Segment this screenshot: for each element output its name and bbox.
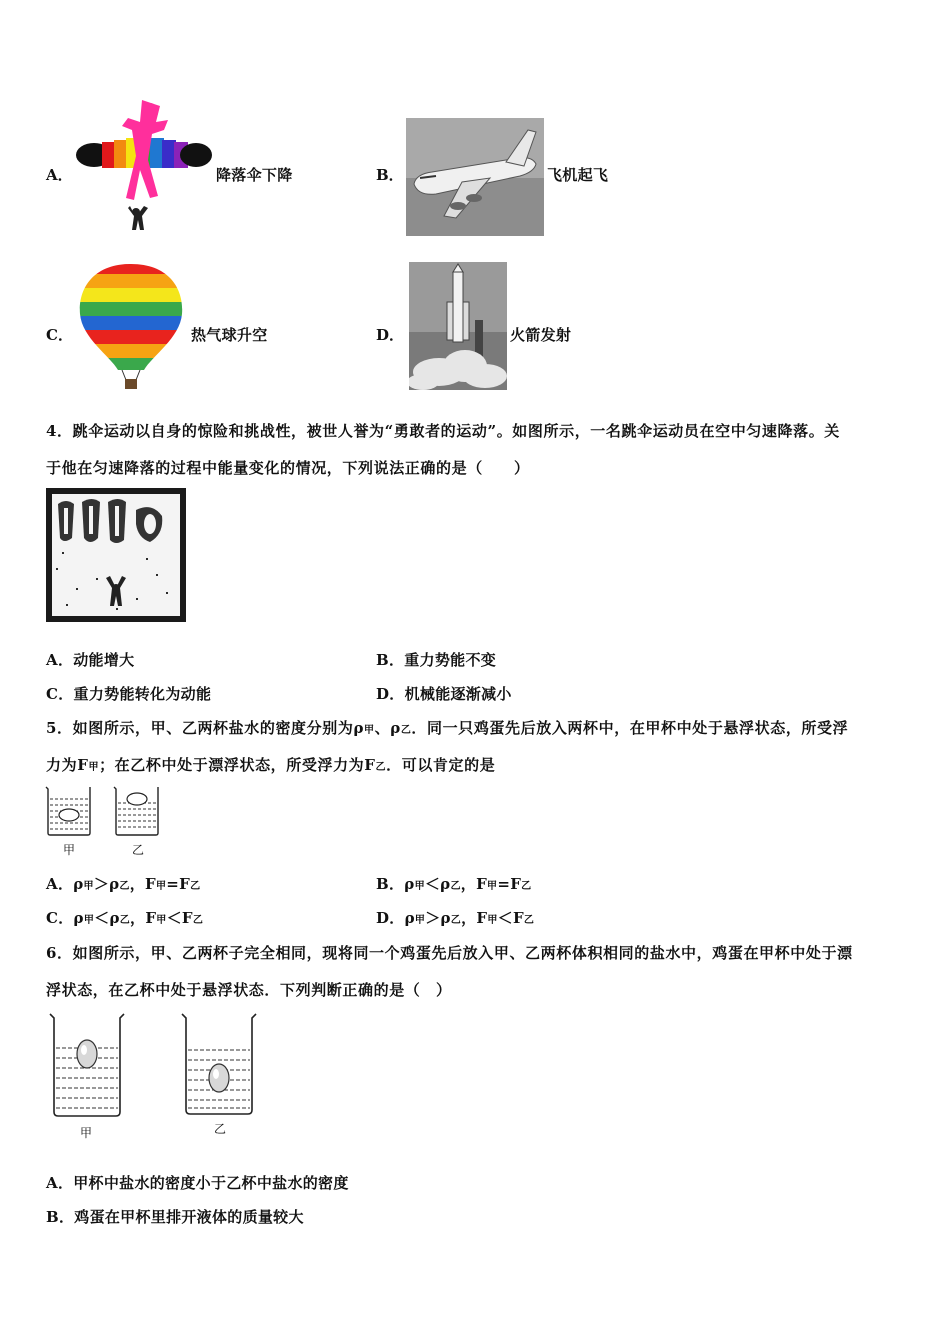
q5-b-op1: ＜ρ [424, 875, 451, 893]
option-c-letter: C． [46, 326, 73, 344]
q5-b-op2: =F [497, 875, 522, 893]
parachute-image [72, 100, 212, 236]
skydiver-figure [128, 206, 148, 230]
q5-text-line2 [46, 754, 495, 775]
q5-caption-yi: 乙 [132, 843, 145, 857]
option-c-caption: 热气球升空 [191, 326, 268, 344]
q5-line2-b: ；在乙杯中处于漂浮状态，所受浮力为F [99, 756, 376, 774]
q6-caption-yi: 乙 [214, 1122, 227, 1136]
q5-d-op1: ＞ρ [425, 909, 451, 927]
q6-caption-jia: 甲 [80, 1126, 93, 1140]
q4-option-c[interactable]: C．重力势能转化为动能 [46, 685, 212, 703]
q4-text-line1: 4．跳伞运动以自身的惊险和挑战性，被世人誉为“勇敢者的运动”。如图所示，一名跳伞运动员在空中匀速降落。关 [46, 422, 840, 440]
option-d-caption: 火箭发射 [510, 326, 572, 344]
q5-c-s3: 甲 [156, 915, 167, 926]
option-b-letter: B． [376, 166, 404, 184]
q5-c-op1: ＜ρ [94, 909, 120, 927]
q5-d-letter: D． [376, 909, 405, 927]
q5-c-op2: ＜F [166, 909, 193, 927]
q5-a-mid: ，F [129, 875, 156, 893]
q5-a-s4: 乙 [190, 881, 201, 892]
balloon-basket [125, 379, 137, 389]
option-d-letter: D． [376, 326, 405, 344]
q5-a-s2: 乙 [119, 881, 130, 892]
q5-d-mid: ，F [461, 909, 488, 927]
q6-text-line1: 6．如图所示，甲、乙两杯子完全相同，现将同一个鸡蛋先后放入甲、乙两杯体积相同的盐水中，鸡蛋在甲杯中处于漂 [46, 944, 853, 962]
q5-b-letter: B． [376, 875, 405, 893]
q5-sep: 、ρ [374, 719, 401, 737]
beaker-yi [114, 787, 158, 835]
q5-sub-yi: 乙 [400, 725, 412, 736]
q5-option-a[interactable] [46, 873, 200, 894]
balloon-envelope [72, 260, 190, 372]
q4-text-line2: 于他在匀速降落的过程中能量变化的情况，下列说法正确的是（ ） [46, 459, 530, 477]
q5-line1-post: ．同一只鸡蛋先后放入两杯中，在甲杯中处于悬浮状态，所受浮 [411, 719, 849, 737]
q5-c-s2: 乙 [119, 915, 131, 926]
q6-beaker-yi [178, 1012, 260, 1118]
q5-option-c[interactable] [46, 907, 203, 928]
q5-line2-sub-jia: 甲 [88, 762, 100, 773]
q5-c-letter: C． [46, 909, 74, 927]
q5-line1-pre: 5．如图所示，甲、乙两杯盐水的密度分别为ρ [46, 719, 365, 737]
q5-b-s2: 乙 [450, 881, 461, 892]
q5-b-mid: ，F [460, 875, 488, 893]
q5-beakers-figure [44, 785, 164, 837]
q5-d-s1: 甲 [414, 915, 426, 926]
q5-a-rho: ρ [73, 875, 84, 893]
egg-jia [59, 809, 79, 821]
q4-option-a[interactable]: A．动能增大 [46, 651, 135, 669]
q5-c-s4: 乙 [192, 915, 204, 926]
q6-option-b[interactable]: B．鸡蛋在甲杯里排开液体的质量较大 [46, 1208, 304, 1226]
q5-b-s4: 乙 [521, 881, 532, 892]
q6-egg-jia [77, 1040, 97, 1068]
q5-sub-jia: 甲 [364, 725, 375, 736]
q5-d-op2: ＜F [497, 909, 524, 927]
q5-option-d[interactable] [376, 907, 534, 928]
q5-a-op2: =F [166, 875, 191, 893]
hot-air-balloon-image [72, 260, 190, 392]
skydiver-photo [46, 488, 186, 622]
q5-c-rho: ρ [73, 909, 84, 927]
q5-a-s3: 甲 [155, 881, 167, 892]
q5-d-rho: ρ [404, 909, 415, 927]
beaker-jia [46, 787, 90, 835]
q5-d-s3: 甲 [487, 915, 498, 926]
q5-text-line1 [46, 717, 848, 738]
q5-a-s1: 甲 [83, 881, 94, 892]
q5-c-mid: ，F [130, 909, 157, 927]
q6-option-a[interactable]: A．甲杯中盐水的密度小于乙杯中盐水的密度 [46, 1174, 349, 1192]
q5-line2-c: ．可以肯定的是 [386, 756, 496, 774]
q6-beaker-jia [46, 1012, 128, 1120]
q5-d-s2: 乙 [450, 915, 462, 926]
egg-yi [127, 793, 147, 805]
rocket-launch-image [409, 262, 507, 390]
q5-line2-a: 力为F [46, 756, 89, 774]
q5-b-s3: 甲 [487, 881, 498, 892]
q4-option-d[interactable]: D．机械能逐渐减小 [376, 685, 512, 703]
q5-b-rho: ρ [404, 875, 415, 893]
q5-line2-sub-yi: 乙 [375, 762, 387, 773]
q5-d-s4: 乙 [523, 915, 535, 926]
q5-a-op1: ＞ρ [93, 875, 120, 893]
option-a-caption: 降落伞下降 [216, 166, 293, 184]
q4-option-b[interactable]: B．重力势能不变 [376, 651, 497, 669]
airplane-image [406, 118, 544, 236]
q5-c-s1: 甲 [83, 915, 95, 926]
q5-option-b[interactable] [376, 873, 531, 894]
q5-caption-jia: 甲 [63, 843, 76, 857]
option-b-caption: 飞机起飞 [547, 166, 609, 184]
option-a-letter: A． [46, 166, 73, 184]
q5-b-s1: 甲 [414, 881, 425, 892]
q5-a-letter: A． [46, 875, 74, 893]
q6-egg-yi [209, 1064, 229, 1092]
q6-text-line2: 浮状态，在乙杯中处于悬浮状态．下列判断正确的是（ ） [46, 981, 452, 999]
